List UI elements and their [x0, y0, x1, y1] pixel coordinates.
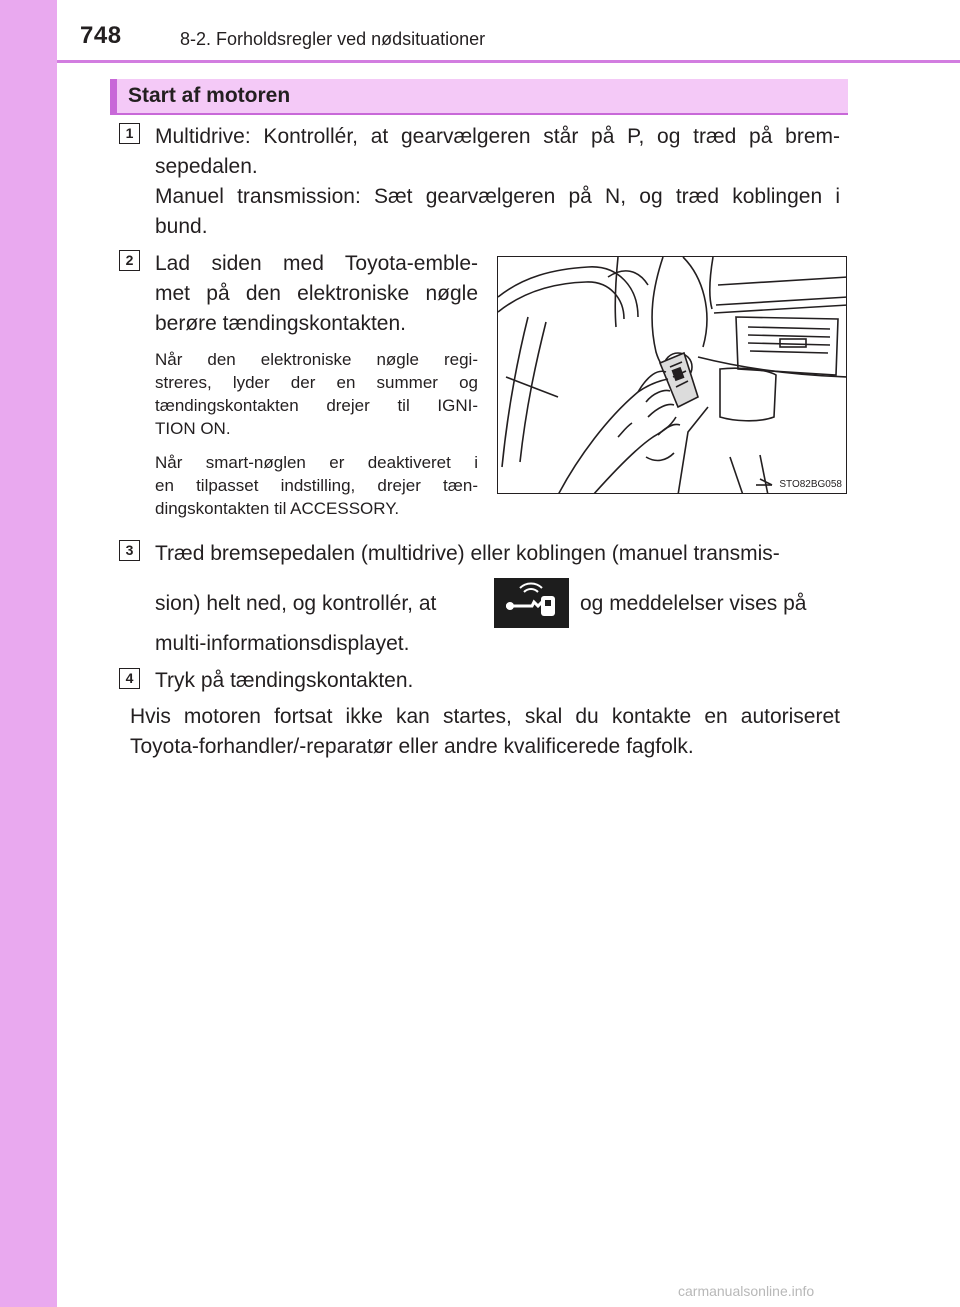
note-line: Når den elektroniske nøgle regi- [155, 350, 478, 369]
step-4-text: Tryk på tændingskontakten. [155, 669, 414, 692]
step-2-line: Lad siden med Toyota-emble- [155, 252, 478, 275]
chapter-title: 8-2. Forholdsregler ved nødsituationer [180, 29, 486, 49]
key-indicator-glyph [494, 578, 569, 628]
header-divider [57, 60, 960, 63]
step-3-line-3: multi-informationsdisplayet. [155, 632, 410, 655]
step-2-line: met på den elektroniske nøgle [155, 282, 478, 305]
step-3-line-2-before: sion) helt ned, og kontrollér, at [155, 592, 437, 615]
step-1-line: bund. [155, 215, 208, 238]
step-number-1: 1 [119, 123, 140, 144]
closing-line: Toyota-forhandler/-reparatør eller andre kvalificerede fagfolk. [130, 735, 694, 758]
step-2-line: berøre tændingskontakten. [155, 312, 406, 335]
note-line: Når smart-nøglen er deaktiveret i [155, 453, 478, 472]
step-3-line-1: Træd bremsepedalen (multidrive) eller koblingen (manuel transmis- [155, 542, 780, 565]
section-heading-underline [110, 113, 848, 115]
note-line: tændingskontakten drejer til IGNI- [155, 396, 478, 415]
step-2-note-2 [155, 451, 478, 520]
note-line: TION ON. [155, 419, 231, 438]
closing-line: Hvis motoren fortsat ikke kan startes, skal du kontakte en autoriseret [130, 705, 840, 728]
illustration-drawing [498, 257, 847, 494]
note-line: streres, lyder der en summer og [155, 373, 478, 392]
illustration-code: STO82BG058 [779, 479, 842, 490]
step-1-line: Manuel transmission: Sæt gearvælgeren på N, og træd koblingen i [155, 185, 840, 208]
page-sidebar [0, 0, 57, 1307]
note-line: dingskontakten til ACCESSORY. [155, 499, 400, 518]
key-fob-ignition-illustration [497, 256, 847, 494]
smart-key-indicator-icon [494, 578, 569, 628]
step-3-line-2-after: og meddelelser vises på [580, 592, 807, 615]
footer-watermark: carmanualsonline.info [678, 1283, 815, 1299]
step-number-4: 4 [119, 668, 140, 689]
step-1-line: Multidrive: Kontrollér, at gearvælgeren står på P, og træd på brem- [155, 125, 840, 148]
step-number-2: 2 [119, 250, 140, 271]
closing-paragraph [130, 702, 840, 762]
section-title: Start af motoren [128, 84, 291, 107]
step-1-text [155, 122, 840, 242]
step-2-text [155, 249, 478, 339]
step-1-line: sepedalen. [155, 155, 258, 178]
step-number-3: 3 [119, 540, 140, 561]
page-number: 748 [80, 22, 122, 49]
note-line: en tilpasset indstilling, drejer tæn- [155, 476, 478, 495]
step-2-note-1 [155, 348, 478, 440]
